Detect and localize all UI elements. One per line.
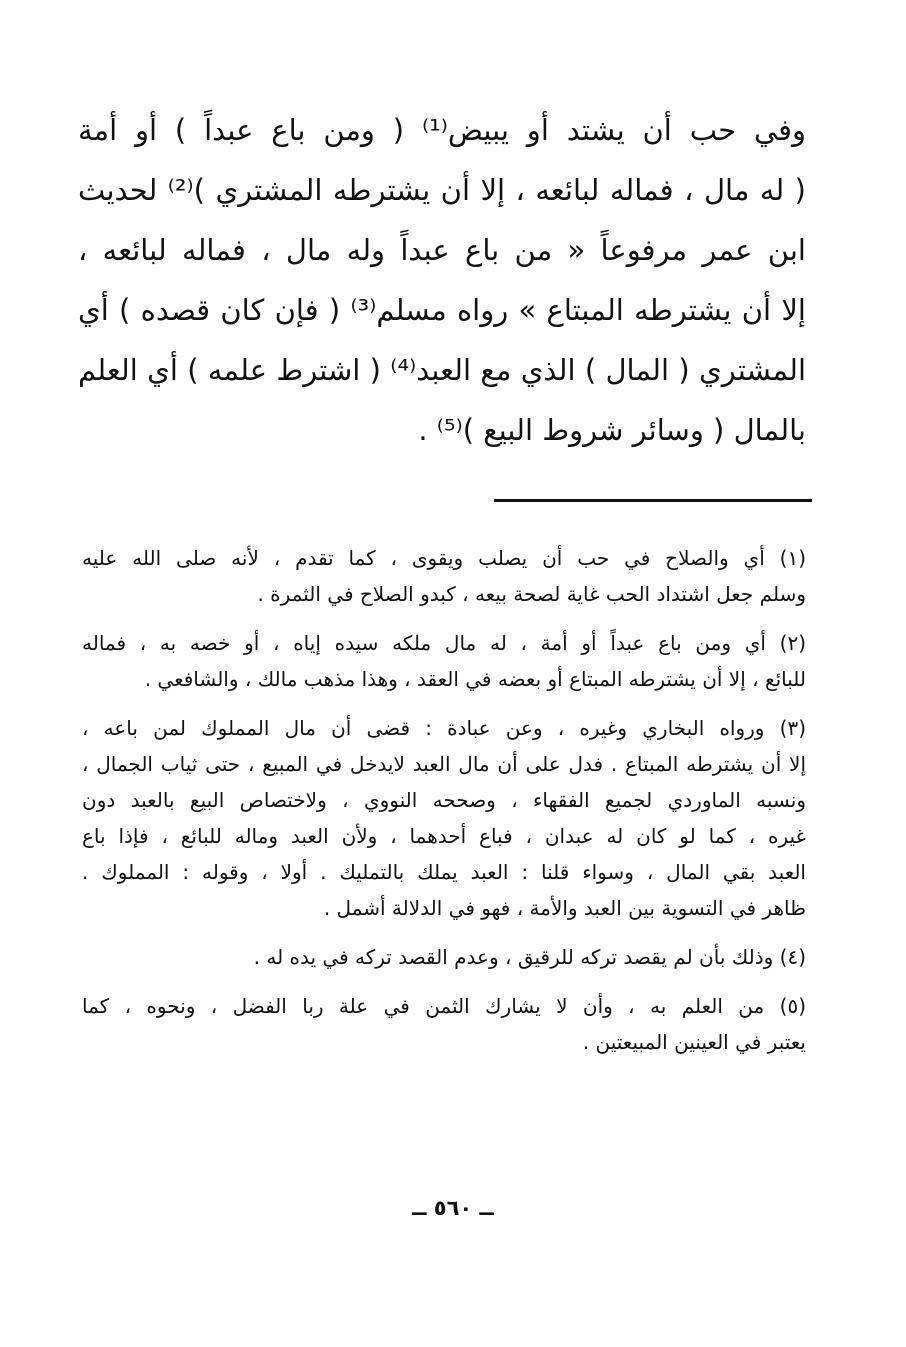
main-text-line: ابن عمر مرفوعاً « من باع عبداً وله مال ، فماله لبائعه ، xyxy=(78,233,806,267)
main-text-line: بالمال ( وسائر شروط البيع )⁽⁵⁾ . xyxy=(418,413,806,447)
main-text-line: إلا أن يشترطه المبتاع » رواه مسلم⁽³⁾ ( فإن كان قصده ) أي xyxy=(78,293,806,327)
footnote-line: (١) أي والصلاح في حب أن يصلب ويقوى ، كما تقدم ، لأنه صلى الله عليه xyxy=(82,546,806,570)
page-number: ــ ٥٦٠ ــ xyxy=(412,1196,494,1220)
footnote-5 xyxy=(82,988,806,1060)
footnote-line: العبد بقي المال ، وسواء قلنا : العبد يملك بالتمليك . أولا ، وقوله : المملوك . xyxy=(82,860,806,884)
main-text-line: المشتري ( المال ) الذي مع العبد⁽⁴⁾ ( اشترط علمه ) أي العلم xyxy=(78,353,807,387)
footnote-line: (٥) من العلم به ، وأن لا يشارك الثمن في علة ربا الفضل ، ونحوه ، كما xyxy=(82,994,806,1018)
footnote-line: ونسبه الماوردي لجميع الفقهاء ، وصححه النووي ، ولاختصاص البيع بالعبد دون xyxy=(82,788,806,812)
footnote-line: (٢) أي ومن باع عبداً أو أمة ، له مال ملكه سيده إياه ، أو خصه به ، فماله xyxy=(82,631,806,655)
footnote-line: يعتبر في العينين المبيعتين . xyxy=(582,1030,806,1054)
footnote-line: إلا أن يشترطه المبتاع . فدل على أن مال العبد لايدخل في المبيع ، حتى ثياب الجمال ، xyxy=(82,752,806,776)
footnote-line: (٣) ورواه البخاري وغيره ، وعن عبادة : قضى أن مال المملوك لمن باعه ، xyxy=(82,716,806,740)
footnote-line: غيره ، كما لو كان له عبدان ، فباع أحدهما ، ولأن العبد وماله للبائع ، فإذا باع xyxy=(82,824,806,848)
footnote-separator xyxy=(494,499,812,502)
main-text-line: ( له مال ، فماله لبائعه ، إلا أن يشترطه المشتري )⁽²⁾ لحديث xyxy=(78,173,806,207)
footnote-line: ظاهر في التسوية بين العبد والأمة ، فهو في الدلالة أشمل . xyxy=(323,896,806,920)
footnote-4 xyxy=(82,939,806,975)
footnote-2 xyxy=(82,625,806,697)
footnote-3 xyxy=(82,710,806,926)
footnotes xyxy=(82,540,806,1073)
footnote-1 xyxy=(82,540,806,612)
main-text xyxy=(78,100,806,460)
main-text-line: وفي حب أن يشتد أو يبيض⁽¹⁾ ( ومن باع عبداً ) أو أمة xyxy=(78,113,806,147)
footnote-line: للبائع ، إلا أن يشترطه المبتاع أو بعضه في العقد ، وهذا مذهب مالك ، والشافعي . xyxy=(144,667,806,691)
footnote-line: (٤) وذلك بأن لم يقصد تركه للرقيق ، وعدم القصد تركه في يده له . xyxy=(253,945,806,969)
footnote-line: وسلم جعل اشتداد الحب غاية لصحة بيعه ، كبدو الصلاح في الثمرة . xyxy=(257,582,806,606)
